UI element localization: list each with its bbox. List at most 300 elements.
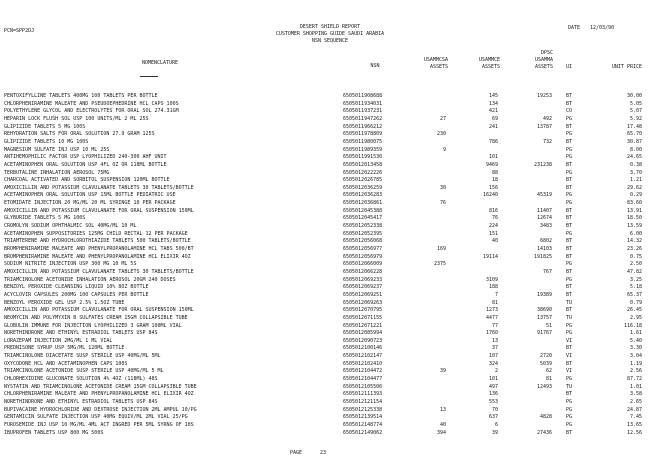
cell-unit-price: 5.40: [629, 337, 642, 344]
cell-ui: PG: [566, 192, 573, 199]
report-subtitle: CUSTOMER SHOPPING GUIDE SAUDI ARABIA: [275, 31, 385, 37]
cell-nsn: 6505011908688: [343, 93, 383, 99]
table-row: [0, 223, 656, 229]
cell-ui: BT: [566, 184, 573, 191]
cell-dpsc: 492: [542, 115, 552, 122]
cell-unit-price: 0.29: [629, 192, 642, 199]
table-row: [0, 338, 656, 344]
cell-usammcsa: 13: [439, 406, 446, 413]
cell-unit-price: 65.37: [626, 291, 642, 298]
page-label: PAGE: [290, 450, 303, 456]
cell-ui: BT: [566, 238, 573, 245]
table-row: [0, 384, 656, 390]
cell-nsn: 6505012045388: [343, 207, 383, 214]
cell-nomenclature: TERBUTALINE INHALATION AEROSOL 75MG: [4, 169, 110, 176]
cell-unit-price: 2.65: [629, 399, 642, 405]
cell-unit-price: 7.45: [629, 414, 642, 421]
table-row: [0, 284, 656, 290]
cell-usammce: 156: [488, 184, 498, 191]
cell-ui: PG: [566, 154, 573, 161]
table-row: [0, 368, 656, 374]
table-row: [0, 361, 656, 367]
cell-unit-price: 3.30: [629, 345, 642, 352]
col-dpsc-line3: ASSETS: [534, 64, 553, 70]
cell-nsn: 6505012066228: [343, 268, 383, 275]
table-row: [0, 231, 656, 237]
cell-usammcsa: 2375: [433, 261, 446, 268]
report-sequence: NSN SEQUENCE: [311, 38, 349, 44]
cell-usammce: 3109: [485, 276, 498, 283]
cell-usammce: 77: [491, 322, 498, 329]
cell-usammcsa: 394: [436, 429, 446, 436]
cell-unit-price: 3.58: [629, 391, 642, 398]
cell-nsn: 6505012069251: [343, 291, 383, 298]
table-row: [0, 315, 656, 321]
cell-usammce: 37: [491, 345, 498, 352]
cell-usammce: 188: [488, 284, 498, 291]
cell-nomenclature: BENZOYL PEROXIDE GEL USP 2.5% 1.5OZ TUBE: [4, 299, 125, 306]
cell-dpsc: 51: [545, 322, 552, 329]
cell-ui: PG: [566, 330, 573, 337]
cell-nomenclature: CHLORHEXIDINE GLUCONATE SOLUTION 4% 4OZ (118ML) 48S: [4, 376, 158, 383]
cell-unit-price: 1.21: [629, 177, 642, 184]
cell-nsn: 6505012069237: [343, 284, 383, 291]
cell-usammce: 88: [491, 169, 498, 176]
cell-unit-price: 5.92: [629, 115, 642, 122]
cell-ui: PG: [566, 261, 573, 268]
cell-ui: TU: [566, 299, 573, 306]
cell-unit-price: 5.07: [629, 108, 642, 115]
table-row: [0, 192, 656, 198]
cell-dpsc: 6802: [539, 238, 552, 245]
pcn-code: PCN=SPP2DJ: [4, 28, 35, 34]
cell-nomenclature: BUPIVACAINE HYDROCHLORIDE AND DEXTROSE INJECTION 2ML AMPUL 10/PG: [4, 406, 197, 413]
table-row: [0, 269, 656, 275]
cell-dpsc: 62: [545, 368, 552, 375]
cell-usammce: 39: [491, 429, 498, 436]
cell-unit-price: 5.18: [629, 284, 642, 291]
cell-usammce: 76: [491, 215, 498, 222]
cell-dpsc: 11407: [536, 207, 552, 214]
cell-dpsc: 767: [542, 268, 552, 275]
cell-unit-price: 29.62: [626, 184, 642, 191]
cell-nomenclature: SODIUM NITRITE INJECTION USP 300 MG 10 ML 5S: [4, 261, 137, 268]
cell-usammce: 553: [488, 399, 498, 405]
cell-dpsc: 191825: [533, 253, 552, 260]
cell-nsn: 6505012102147: [343, 353, 383, 360]
cell-nsn: 6505012105506: [343, 383, 383, 390]
cell-ui: BT: [566, 307, 573, 314]
cell-unit-price: 17.48: [626, 123, 642, 130]
cell-unit-price: 13.91: [626, 207, 642, 214]
col-usammce-line1: USAMMCE: [478, 57, 500, 63]
cell-usammce: 1760: [485, 330, 498, 337]
cell-dpsc: 12674: [536, 215, 552, 222]
cell-ui: PG: [566, 131, 573, 138]
col-unit-price: UNIT PRICE: [611, 64, 642, 70]
cell-usammce: 101: [488, 376, 498, 383]
cell-nsn: 6505012104472: [343, 368, 383, 375]
cell-nomenclature: BENZOYL PEROXIDE CLEANSING LIQUID 10% 8OZ BOTTLE: [4, 284, 149, 291]
cell-usammce: 151: [488, 230, 498, 237]
cell-ui: BT: [566, 93, 573, 99]
cell-usammce: 637: [488, 414, 498, 421]
cell-usammce: 786: [488, 138, 498, 145]
cell-ui: PG: [566, 414, 573, 421]
cell-ui: TU: [566, 383, 573, 390]
cell-ui: BT: [566, 138, 573, 145]
cell-nsn: 6505012121154: [343, 399, 383, 405]
cell-usammce: 241: [488, 123, 498, 130]
cell-nomenclature: NEOMYCIN AND POLYMYXIN B SULFATES CREAM 15GM COLLAPSIBLE TUBE: [4, 314, 188, 321]
cell-usammce: 816: [488, 207, 498, 214]
table-row: [0, 277, 656, 283]
cell-unit-price: 3.25: [629, 276, 642, 283]
cell-usammce: 2: [494, 368, 498, 375]
table-row: [0, 345, 656, 351]
cell-usammce: 107: [488, 353, 498, 360]
cell-ui: BT: [566, 246, 573, 252]
cell-usammce: 13: [491, 337, 498, 344]
cell-usammce: 70: [491, 406, 498, 413]
table-row: [0, 292, 656, 298]
table-row: [0, 185, 656, 191]
cell-unit-price: 24.87: [626, 406, 642, 413]
report-title: DESERT SHIELD REPORT: [299, 24, 361, 30]
cell-nomenclature: NORETHINDRONE AND ETHINYL ESTRADIOL TABLETS USP 84S: [4, 399, 158, 405]
cell-nsn: 6505012052395: [343, 230, 383, 237]
cell-dpsc: 13757: [536, 314, 552, 321]
cell-ui: PG: [566, 421, 573, 428]
table-row: [0, 422, 656, 428]
cell-ui: BT: [566, 429, 573, 436]
cell-unit-price: 6.00: [629, 230, 642, 237]
cell-usammcsa: 40: [439, 421, 446, 428]
cell-nomenclature: HEPARIN LOCK FLUSH SOL USP 100 UNITS/ML 2 ML 25S: [4, 115, 149, 122]
cell-unit-price: 83.60: [626, 200, 642, 207]
cell-unit-price: 14.32: [626, 238, 642, 245]
cell-usammce: 69: [491, 115, 498, 122]
cell-nsn: 6505012071155: [343, 314, 383, 321]
cell-nomenclature: TRIAMCINOLONE ACETONIDE INHALATION AEROSOL 20GM 240 DOSES: [4, 276, 176, 283]
cell-nomenclature: CROMOLYN SODIUM OPHTHALMIC SOL 40MG/ML 10 ML: [4, 223, 137, 230]
table-row: [0, 399, 656, 405]
cell-nomenclature: CHLORPHENIRAMINE MALEATE AND PHENYLPROPANOLAMINE HCL ELIXIR 4OZ: [4, 391, 194, 398]
cell-dpsc: 19253: [536, 93, 552, 99]
cell-nsn: 6505012036283: [343, 192, 383, 199]
cell-nomenclature: CHLORPHENIRAMINE MALEATE AND PSEUDOEPHEDRINE HCL CAPS 100S: [4, 100, 179, 107]
cell-unit-price: 0.79: [629, 299, 642, 306]
cell-unit-price: 116.18: [623, 322, 642, 329]
cell-dpsc: 2720: [539, 353, 552, 360]
cell-nomenclature: ETOMIDATE INJECTION 20 MG/ML 20 ML SYRINGE 10 PER PACKAGE: [4, 200, 176, 207]
table-row: [0, 215, 656, 221]
cell-nsn: 6505012036259: [343, 184, 383, 191]
cell-unit-price: 47.82: [626, 268, 642, 275]
cell-usammcsa: 39: [439, 368, 446, 375]
cell-nomenclature: NYSTATIN AND TRIAMCINOLONE ACETONIDE CREAM 15GM COLLAPSIBLE TUBE: [4, 383, 197, 390]
cell-ui: BT: [566, 253, 573, 260]
cell-usammce: 9469: [485, 161, 498, 168]
cell-nsn: 6505012104477: [343, 376, 383, 383]
cell-nomenclature: ACETAMINOPHEN ORAL SOLUTION USP 15ML BOTTLE PEDIATRIC USE: [4, 192, 176, 199]
cell-unit-price: 1.01: [629, 383, 642, 390]
cell-ui: VI: [566, 353, 573, 360]
cell-usammcsa: 76: [439, 200, 446, 207]
table-row: [0, 170, 656, 176]
col-dpsc-line1: DPSC: [540, 50, 553, 56]
table-row: [0, 116, 656, 122]
cell-nomenclature: FUROSEMIDE INJ USP 10 MG/ML 4ML ACT INGRED PER 5ML SYRNG OF 10S: [4, 421, 194, 428]
col-ui: UI: [566, 64, 573, 70]
table-row: [0, 254, 656, 260]
cell-nsn: 6505012149062: [343, 429, 383, 436]
col-nsn: NSN: [370, 63, 380, 69]
cell-ui: PG: [566, 230, 573, 237]
cell-nomenclature: GENTAMICIN SULFATE INJECTION USP 40MG EQUIV/ML 2ML VIAL 25/PG: [4, 414, 188, 421]
cell-nsn: 6505012111393: [343, 391, 383, 398]
cell-usammce: 40: [491, 238, 498, 245]
cell-nomenclature: OXYCODONE HCL AND ACETAMINOPHEN CAPS 100S: [4, 360, 128, 367]
cell-usammce: 145: [488, 93, 498, 99]
cell-ui: BT: [566, 123, 573, 130]
table-row: [0, 147, 656, 153]
cell-usammce: 134: [488, 100, 498, 107]
cell-nomenclature: PREDNISONE SYRUP USP 5MG/ML 120ML BOTTLE: [4, 345, 125, 352]
cell-unit-price: 26.45: [626, 307, 642, 314]
cell-nomenclature: AMOXICILLIN AND POTASSIUM CLAVULANATE FOR ORAL SUSPENSION 150ML: [4, 307, 194, 314]
cell-ui: BT: [566, 215, 573, 222]
table-row: [0, 131, 656, 137]
table-row: [0, 93, 656, 99]
cell-nomenclature: ACETAMINOPHEN ORAL SOLUTION USP 4FL OZ OR 118ML BOTTLE: [4, 161, 167, 168]
cell-unit-price: 1.61: [629, 330, 642, 337]
col-nomenclature: NOMENCLATURE: [141, 60, 179, 66]
cell-nsn: 6505012102410: [343, 360, 383, 367]
cell-nsn: 6505012139514: [343, 414, 383, 421]
cell-ui: VI: [566, 368, 573, 375]
cell-nomenclature: GLIPIZIDE TABLETS 10 MG 100S: [4, 138, 89, 145]
cell-nomenclature: BROMPHENIRAMINE MALEATE AND PHENYLPROPANOLAMINE HCL TABS 500/BT: [4, 246, 194, 252]
table-row: [0, 208, 656, 214]
table-row: [0, 261, 656, 267]
cell-nomenclature: AMOXICILLIN AND POTASSIUM CLAVULANATE FOR ORAL SUSPENSION 150ML: [4, 207, 194, 214]
table-row: [0, 330, 656, 336]
table-row: [0, 323, 656, 329]
table-row: [0, 154, 656, 160]
col-usammcsa-line2: ASSETS: [429, 64, 448, 70]
table-row: [0, 391, 656, 397]
cell-nsn: 6505012052338: [343, 223, 383, 230]
cell-usammcsa: 9: [442, 146, 446, 153]
cell-dpsc: 81: [545, 376, 552, 383]
cell-unit-price: 13.65: [626, 421, 642, 428]
cell-nomenclature: GLYBURIDE TABLETS 5 MG 100S: [4, 215, 86, 222]
cell-nsn: 6505012125338: [343, 406, 383, 413]
cell-unit-price: 30.87: [626, 138, 642, 145]
cell-nsn: 6505012069263: [343, 299, 383, 306]
cell-ui: BT: [566, 268, 573, 275]
cell-nsn: 6505011947262: [343, 115, 383, 122]
cell-ui: BT: [566, 291, 573, 298]
cell-usammce: 421: [488, 108, 498, 115]
cell-unit-price: 23.26: [626, 246, 642, 252]
cell-usammce: 16240: [482, 192, 498, 199]
cell-nsn: 6505012045417: [343, 215, 383, 222]
cell-usammcsa: 27: [439, 115, 446, 122]
table-row: [0, 101, 656, 107]
cell-nomenclature: CHARCOAL ACTIVATED AND SORBITOL SUSPENSION 120ML BOTTLE: [4, 177, 170, 184]
cell-nomenclature: TRIAMTERENE AND HYDROCHLOROTHIAZIDE TABLETS 500 TABLETS/BOTTLE: [4, 238, 191, 245]
cell-nsn: 6505012026785: [343, 177, 383, 184]
table-row: [0, 414, 656, 420]
cell-nsn: 6505011989359: [343, 146, 383, 153]
cell-ui: BT: [566, 223, 573, 230]
table-row: [0, 124, 656, 130]
cell-nsn: 6505012148774: [343, 421, 383, 428]
cell-nsn: 6505011934031: [343, 100, 383, 107]
table-row: [0, 430, 656, 436]
cell-unit-price: 18.50: [626, 215, 642, 222]
cell-nsn: 6505011966212: [343, 123, 383, 130]
cell-nomenclature: GLIPIZIDE TABLETS 5 MG 100S: [4, 123, 86, 130]
cell-ui: PG: [566, 322, 573, 329]
cell-usammce: 324: [488, 360, 498, 367]
table-row: [0, 407, 656, 413]
cell-dpsc: 45319: [536, 192, 552, 199]
cell-usammce: 101: [488, 154, 498, 161]
cell-usammce: 19114: [482, 253, 498, 260]
cell-unit-price: 3.70: [629, 169, 642, 176]
cell-nomenclature: PENTOXIFYLLINE TABLETS 400MG 100 TABLETS PER BOTTLE: [4, 93, 158, 99]
table-row: [0, 139, 656, 145]
cell-nomenclature: POLYETHYLENE GLYCOL AND ELECTROLYTES FOR ORAL SOL 274.31GM: [4, 108, 179, 115]
cell-unit-price: 12.56: [626, 429, 642, 436]
cell-nsn: 6505012036861: [343, 200, 383, 207]
cell-nomenclature: ACETAMINOPHEN SUPPOSITORIES 125MG CHILD RECTAL 12 PER PACKAGE: [4, 230, 188, 237]
cell-dpsc: 4828: [539, 414, 552, 421]
cell-ui: PG: [566, 399, 573, 405]
cell-dpsc: 3483: [539, 223, 552, 230]
table-row: [0, 246, 656, 252]
table-row: [0, 376, 656, 382]
cell-usammcsa: 169: [436, 246, 446, 252]
cell-usammce: 7: [494, 291, 498, 298]
cell-nomenclature: GLOBULIN IMMUNE FOR INJECTION LYOPHILIZED 3 GRAM 100ML VIAL: [4, 322, 182, 329]
date-value: 12/03/90: [590, 25, 615, 31]
table-row: [0, 200, 656, 206]
cell-ui: BT: [566, 177, 573, 184]
cell-unit-price: 13.59: [626, 223, 642, 230]
cell-dpsc: 12493: [536, 383, 552, 390]
cell-ui: TU: [566, 314, 573, 321]
cell-usammce: 1273: [485, 307, 498, 314]
cell-unit-price: 3.04: [629, 353, 642, 360]
cell-unit-price: 87.72: [626, 376, 642, 383]
table-row: [0, 177, 656, 183]
cell-ui: PG: [566, 200, 573, 207]
cell-nsn: 6505012070795: [343, 307, 383, 314]
cell-usammcsa: 230: [436, 131, 446, 138]
cell-nomenclature: MAGNESIUM SULFATE INJ USP 10 ML 25S: [4, 146, 110, 153]
cell-ui: BT: [566, 161, 573, 168]
cell-dpsc: 732: [542, 138, 552, 145]
cell-unit-price: 1.19: [629, 360, 642, 367]
table-row: [0, 300, 656, 306]
cell-nomenclature: AMOXICILLIN AND POTASSIUM CLAVULANATE TABLETS 30 TABLETS/BOTTLE: [4, 268, 194, 275]
cell-unit-price: 24.65: [626, 154, 642, 161]
cell-nomenclature: LORAZEPAM INJECTION 2MG/ML 1 ML VIAL: [4, 337, 113, 344]
cell-ui: BT: [566, 345, 573, 352]
cell-usammce: 136: [488, 391, 498, 398]
cell-unit-price: 8.00: [629, 146, 642, 153]
cell-unit-price: 0.75: [629, 253, 642, 260]
cell-nsn: 6505011937231: [343, 108, 383, 115]
table-row: [0, 162, 656, 168]
cell-ui: VI: [566, 337, 573, 344]
cell-nsn: 6505011978809: [343, 131, 383, 138]
cell-dpsc: 38690: [536, 307, 552, 314]
col-dpsc-line2: USAMMA: [534, 57, 553, 63]
cell-nomenclature: REHYDRATION SALTS FOR ORAL SOLUTION 27.9 GRAM 125S: [4, 131, 155, 138]
cell-ui: PG: [566, 276, 573, 283]
table-row: [0, 238, 656, 244]
cell-nsn: 6505012066009: [343, 261, 383, 268]
cell-ui: BT: [566, 284, 573, 291]
cell-ui: BT: [566, 360, 573, 367]
cell-dpsc: 27436: [536, 429, 552, 436]
cell-nsn: 6505012100146: [343, 345, 383, 352]
cell-nsn: 6505011991530: [343, 154, 383, 161]
cell-usammce: 6: [494, 421, 498, 428]
col-usammcsa-line1: USAMMCSA: [423, 57, 448, 63]
cell-dpsc: 14103: [536, 246, 552, 252]
cell-ui: PG: [566, 169, 573, 176]
date-label: DATE: [568, 25, 581, 31]
cell-unit-price: 2.56: [629, 368, 642, 375]
cell-dpsc: 13787: [536, 123, 552, 130]
cell-dpsc: 5039: [539, 360, 552, 367]
cell-dpsc: 231238: [533, 161, 552, 168]
table-row: [0, 307, 656, 313]
col-usammce-line2: ASSETS: [481, 64, 500, 70]
cell-nsn: 6505012085994: [343, 330, 383, 337]
cell-ui: CO: [566, 108, 573, 115]
cell-unit-price: 30.00: [626, 93, 642, 99]
cell-ui: BT: [566, 391, 573, 398]
cell-dpsc: 91767: [536, 330, 552, 337]
cell-nsn: 6505012056068: [343, 238, 383, 245]
cell-nomenclature: ACYCLOVIR CAPSULES 200MG 100 CAPSULES PER BOTTLE: [4, 291, 149, 298]
cell-usammce: 4477: [485, 314, 498, 321]
cell-unit-price: 65.70: [626, 131, 642, 138]
cell-nomenclature: IBUPROFEN TABLETS USP 800 MG 500S: [4, 429, 104, 436]
cell-nomenclature: AMOXICILLIN AND POTASSIUM CLAVULANATE TABLETS 30 TABLETS/BOTTLE: [4, 184, 194, 191]
cell-nsn: 6505012071221: [343, 322, 383, 329]
cell-usammce: 497: [488, 383, 498, 390]
cell-unit-price: 5.05: [629, 100, 642, 107]
cell-ui: PG: [566, 146, 573, 153]
cell-unit-price: 2.95: [629, 314, 642, 321]
cell-nsn: 6505012056979: [343, 253, 383, 260]
cell-nsn: 6505012069233: [343, 276, 383, 283]
cell-dpsc: 19389: [536, 291, 552, 298]
cell-usammce: 18: [491, 177, 498, 184]
cell-nomenclature: TRIAMCINOLONE DIACETATE SUSP STERILE USP 40MG/ML 5ML: [4, 353, 161, 360]
cell-usammce: 224: [488, 223, 498, 230]
cell-unit-price: 2.50: [629, 261, 642, 268]
table-row: [0, 353, 656, 359]
